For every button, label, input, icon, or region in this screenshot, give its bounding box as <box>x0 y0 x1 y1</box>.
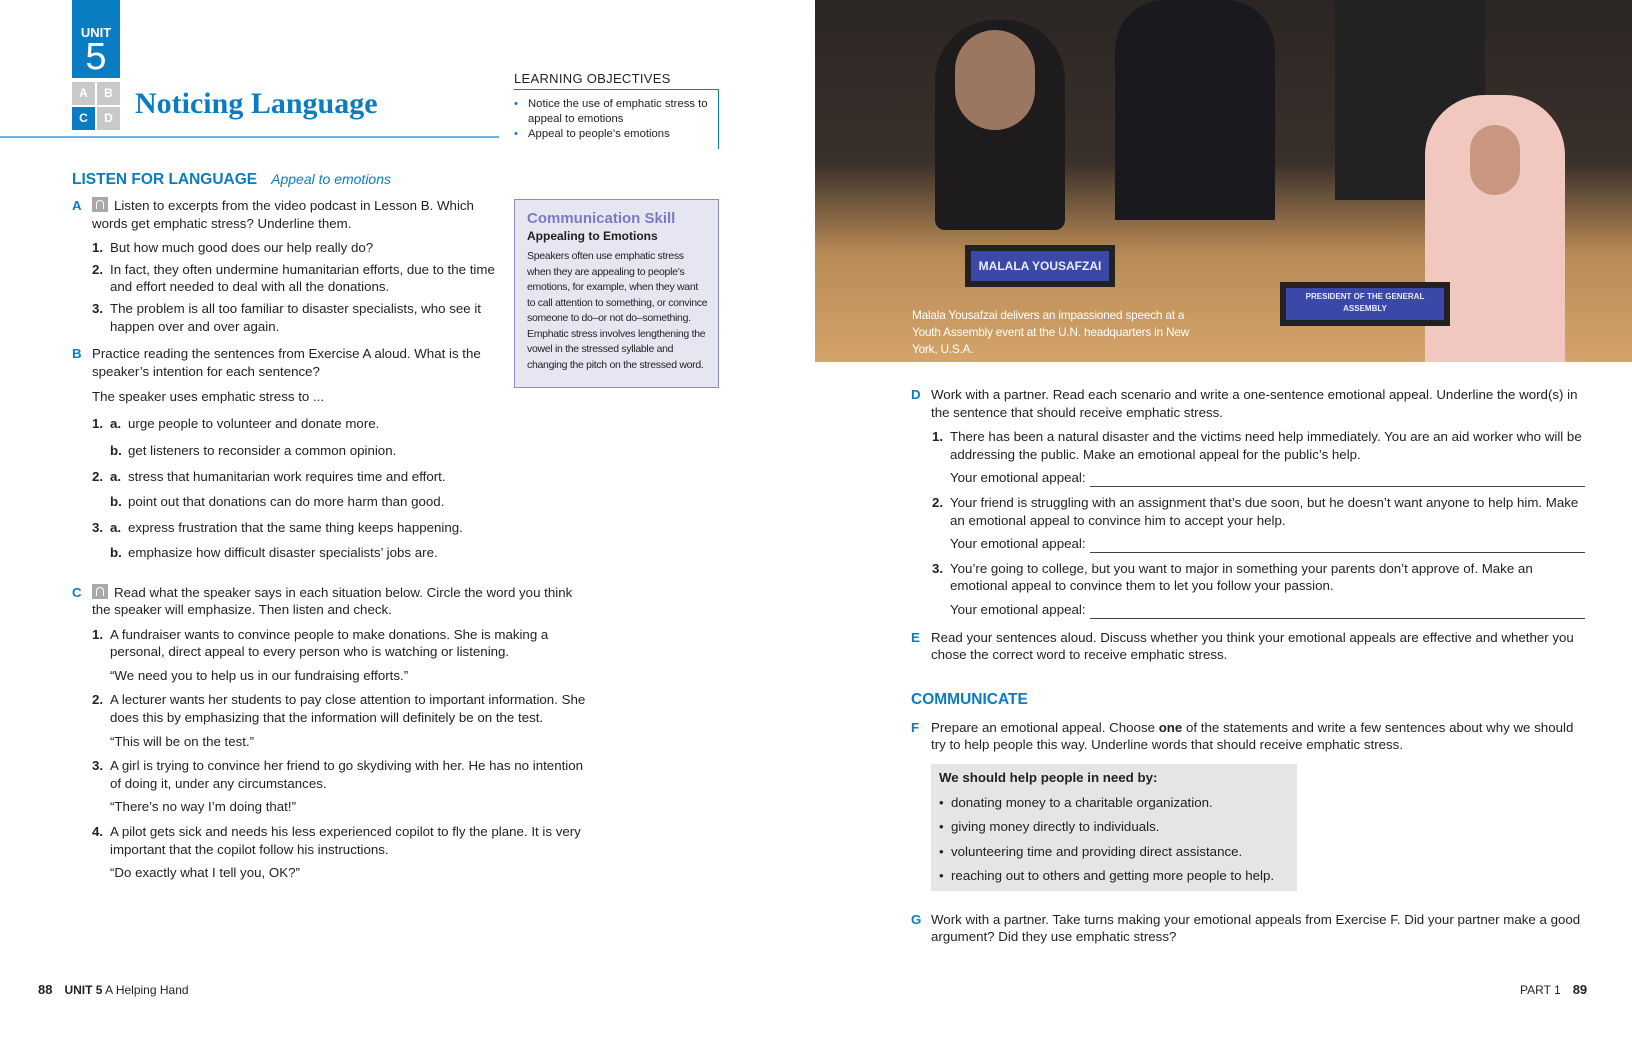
choice-letter: b. <box>110 544 122 560</box>
speaker-face <box>1470 125 1520 195</box>
exercise-b <box>72 345 512 380</box>
lesson-tile-d: D <box>97 107 120 130</box>
exercise-instruction <box>931 719 1585 754</box>
item-number: 1. <box>932 429 944 445</box>
answer-line[interactable] <box>1090 475 1585 487</box>
list-item <box>92 239 512 257</box>
skill-body: Speakers often use emphatic stress when they are appealing to people’s emotions, for example, when they want to call attention to something, or convince someone to do–or not do–something. Emphatic stress involves lengthening the vowel in the stressed syllable and changing the pitch on the stressed word. <box>527 250 708 371</box>
choice-letter: a. <box>110 415 122 431</box>
item-text: In fact, they often undermine humanitarian efforts, due to the time and effort needed to deal with all the donations. <box>110 261 495 295</box>
skill-subtitle: Appealing to Emotions <box>527 229 658 243</box>
item-number: 2. <box>932 494 944 510</box>
audio-icon[interactable] <box>92 584 108 599</box>
audio-icon[interactable] <box>92 197 108 212</box>
footer-part: PART 1 <box>1520 983 1561 997</box>
exercise-b-lead: The speaker uses emphatic stress to ... <box>92 389 325 405</box>
choice-2b <box>92 493 512 511</box>
objective-item: • Notice the use of emphatic stress to appeal to emotions <box>514 97 710 126</box>
appeal-label: Your emotional appeal: <box>950 601 1086 617</box>
item-text: The problem is all too familiar to disaster specialists, who see it happen over and over again. <box>110 300 481 334</box>
exercise-e <box>911 629 1585 664</box>
photo-caption: Malala Yousafzai delivers an impassioned speech at a Youth Assembly event at the U.N. headquarters in New York, U.S.A. <box>912 308 1190 356</box>
footer-title: A Helping Hand <box>105 983 189 997</box>
item-number: 4. <box>92 824 104 840</box>
exercise-f <box>911 719 1585 754</box>
statement-option: • reaching out to others and getting more people to help. <box>939 867 1289 885</box>
exercise-instruction: Work with a partner. Take turns making your emotional appeals from Exercise F. Did your partner make a good argument? Did they use emphatic stress? <box>931 911 1581 945</box>
item-text: But how much good does our help really do? <box>110 240 374 256</box>
unit-badge <box>72 0 120 78</box>
exercise-c-items <box>92 626 592 882</box>
event-photo <box>815 0 1632 362</box>
lesson-tile-a: A <box>72 82 95 105</box>
objectives-list <box>514 89 719 149</box>
scenario-item <box>932 494 1585 553</box>
item-text: A girl is trying to convince her friend to go skydiving with her. He has no intention of doing it, under any circumstances. <box>110 758 584 791</box>
list-item <box>92 261 512 296</box>
choice-3b <box>92 544 512 562</box>
statement-option: • donating money to a charitable organization. <box>939 794 1289 812</box>
exercise-instruction: Read your sentences aloud. Discuss whether you think your emotional appeals are effective and whether you chose the correct word to receive emphatic stress. <box>931 629 1574 663</box>
exercise-letter: E <box>911 629 920 645</box>
objectives-heading: LEARNING OBJECTIVES <box>514 71 671 86</box>
section-title: LISTEN FOR LANGUAGE <box>72 171 258 188</box>
exercise-g <box>911 911 1585 946</box>
exercise-d-items <box>932 428 1585 618</box>
statement-option: • giving money directly to individuals. <box>939 818 1289 836</box>
exercise-instruction-wrap <box>92 197 512 232</box>
exercise-c <box>72 584 592 619</box>
item-text: There has been a natural disaster and the victims need help immediately. You are an aid worker who will be addressing the public. Make an emotional appeal for the public’s help. <box>950 429 1582 462</box>
appeal-answer-line[interactable] <box>950 535 1585 553</box>
footer-unit: UNIT 5 <box>64 983 103 997</box>
choice-1a <box>92 415 512 433</box>
section-subtitle: Appeal to emotions <box>271 171 391 187</box>
page-number: 89 <box>1572 982 1588 997</box>
appeal-answer-line[interactable] <box>950 469 1585 487</box>
choice-letter: a. <box>110 469 122 485</box>
choice-text: get listeners to reconsider a common opinion. <box>128 442 397 458</box>
instruction-emphasis: one <box>1158 719 1183 735</box>
item-number: 2. <box>92 261 104 277</box>
choice-1b <box>92 442 512 460</box>
item-number: 1. <box>92 626 104 642</box>
item-number: 3. <box>92 300 104 316</box>
appeal-answer-line[interactable] <box>950 601 1585 619</box>
instruction-part: Prepare an emotional appeal. Choose <box>931 719 1159 735</box>
exercise-letter: G <box>911 911 922 927</box>
item-number: 3. <box>932 560 944 576</box>
choice-3a <box>92 519 512 537</box>
quote: “There’s no way I’m doing that!” <box>110 799 296 815</box>
answer-line[interactable] <box>1090 607 1585 619</box>
lesson-tile-c-active: C <box>72 107 95 130</box>
scenario-item <box>932 560 1585 619</box>
page-number: 88 <box>38 982 53 997</box>
scenario-item <box>932 428 1585 487</box>
item-number: 1. <box>92 240 104 256</box>
communication-skill-box <box>514 199 719 388</box>
item-number: 3. <box>92 758 104 774</box>
choice-text: express frustration that the same thing keeps happening. <box>128 520 463 536</box>
item-text: You’re going to college, but you want to major in something your parents don’t approve of. Make an emotional appeal to convince them to let you follow your passion. <box>950 560 1533 594</box>
choice-text: point out that donations can do more harm than good. <box>128 493 445 509</box>
nameplate-malala: MALALA YOUSAFZAI <box>965 245 1115 287</box>
person-face <box>955 30 1035 130</box>
choice-text: urge people to volunteer and donate more. <box>128 415 380 431</box>
appeal-label: Your emotional appeal: <box>950 470 1086 486</box>
right-column <box>911 386 1585 946</box>
unit-label: UNIT <box>80 25 112 40</box>
exercise-instruction: Work with a partner. Read each scenario and write a one-sentence emotional appeal. Underline the word(s) in the sentence that should receive emphatic stress. <box>931 387 1578 420</box>
statement-option: • volunteering time and providing direct assistance. <box>939 843 1289 861</box>
communicate-heading: COMMUNICATE <box>911 690 1028 708</box>
item-number: 2. <box>92 692 104 708</box>
skill-title: Communication Skill <box>527 210 676 227</box>
unit-number: 5 <box>85 36 107 78</box>
listen-heading <box>72 170 391 189</box>
choice-text: stress that humanitarian work requires time and effort. <box>128 469 446 485</box>
exercise-instruction: Practice reading the sentences from Exercise A aloud. What is the speaker’s intention for each sentence? <box>92 346 481 379</box>
exercise-letter: C <box>72 584 82 600</box>
item-number: 2. <box>92 469 104 485</box>
quote: “This will be on the test.” <box>110 733 255 749</box>
situation-item <box>92 757 592 816</box>
item-number: 3. <box>92 520 104 536</box>
box-title: We should help people in need by: <box>939 769 1158 785</box>
exercise-instruction-wrap <box>92 584 592 619</box>
exercise-a <box>72 197 512 232</box>
list-item <box>92 300 512 335</box>
item-text: Your friend is struggling with an assignment that’s due soon, but he doesn’t want anyone to help him. Make an emotional appeal to convince him to accept your help. <box>950 494 1579 528</box>
person-silhouette <box>1115 0 1275 220</box>
title-rule <box>0 136 499 138</box>
instruction-part: of the statements and write a few sentences about why we should try to help people this way. Underline words that should receive emphatic stress. <box>931 719 1574 753</box>
situation-item <box>92 626 592 685</box>
statement-list <box>939 794 1289 885</box>
exercise-instruction: Read what the speaker says in each situation below. Circle the word you think the speaker will emphasize. Then listen and check. <box>92 584 573 618</box>
objective-item: • Appeal to people’s emotions <box>514 127 710 142</box>
choice-2a <box>92 468 512 486</box>
exercise-d <box>911 386 1585 421</box>
footer-right <box>1520 981 1587 1000</box>
left-column <box>72 197 586 882</box>
choice-letter: b. <box>110 493 122 509</box>
page-title: Noticing Language <box>135 87 378 120</box>
item-text: A fundraiser wants to convince people to make donations. She is making a personal, direct appeal to every person who is watching or listening. <box>110 626 549 660</box>
footer-left <box>38 981 189 1000</box>
exercise-letter: D <box>911 387 921 402</box>
choice-letter: a. <box>110 520 122 536</box>
quote: “Do exactly what I tell you, OK?” <box>110 865 300 881</box>
appeal-label: Your emotional appeal: <box>950 536 1086 552</box>
item-text: A pilot gets sick and needs his less experienced copilot to fly the plane. It is very important that the copilot follow his instructions. <box>110 824 581 857</box>
situation-item <box>92 823 592 882</box>
lesson-tile-b: B <box>97 82 120 105</box>
item-number: 1. <box>92 415 104 431</box>
quote: “We need you to help us in our fundraising efforts.” <box>110 667 409 683</box>
nameplate-president: PRESIDENT OF THE GENERAL ASSEMBLY <box>1280 282 1450 326</box>
choice-text: emphasize how difficult disaster specialists’ jobs are. <box>128 544 438 560</box>
exercise-letter: B <box>72 346 82 362</box>
exercise-a-items <box>92 239 512 335</box>
situation-item <box>92 691 592 750</box>
exercise-b-choices <box>92 415 512 562</box>
exercise-letter: F <box>911 719 920 735</box>
statements-box <box>931 764 1297 891</box>
exercise-instruction: Listen to excerpts from the video podcast in Lesson B. Which words get emphatic stress? Underline them. <box>92 198 474 231</box>
choice-letter: b. <box>110 442 122 458</box>
item-text: A lecturer wants her students to pay close attention to important information. She does this by emphasizing that the information will definitely be on the test. <box>110 692 586 726</box>
answer-line[interactable] <box>1090 541 1585 553</box>
exercise-letter: A <box>72 198 82 213</box>
